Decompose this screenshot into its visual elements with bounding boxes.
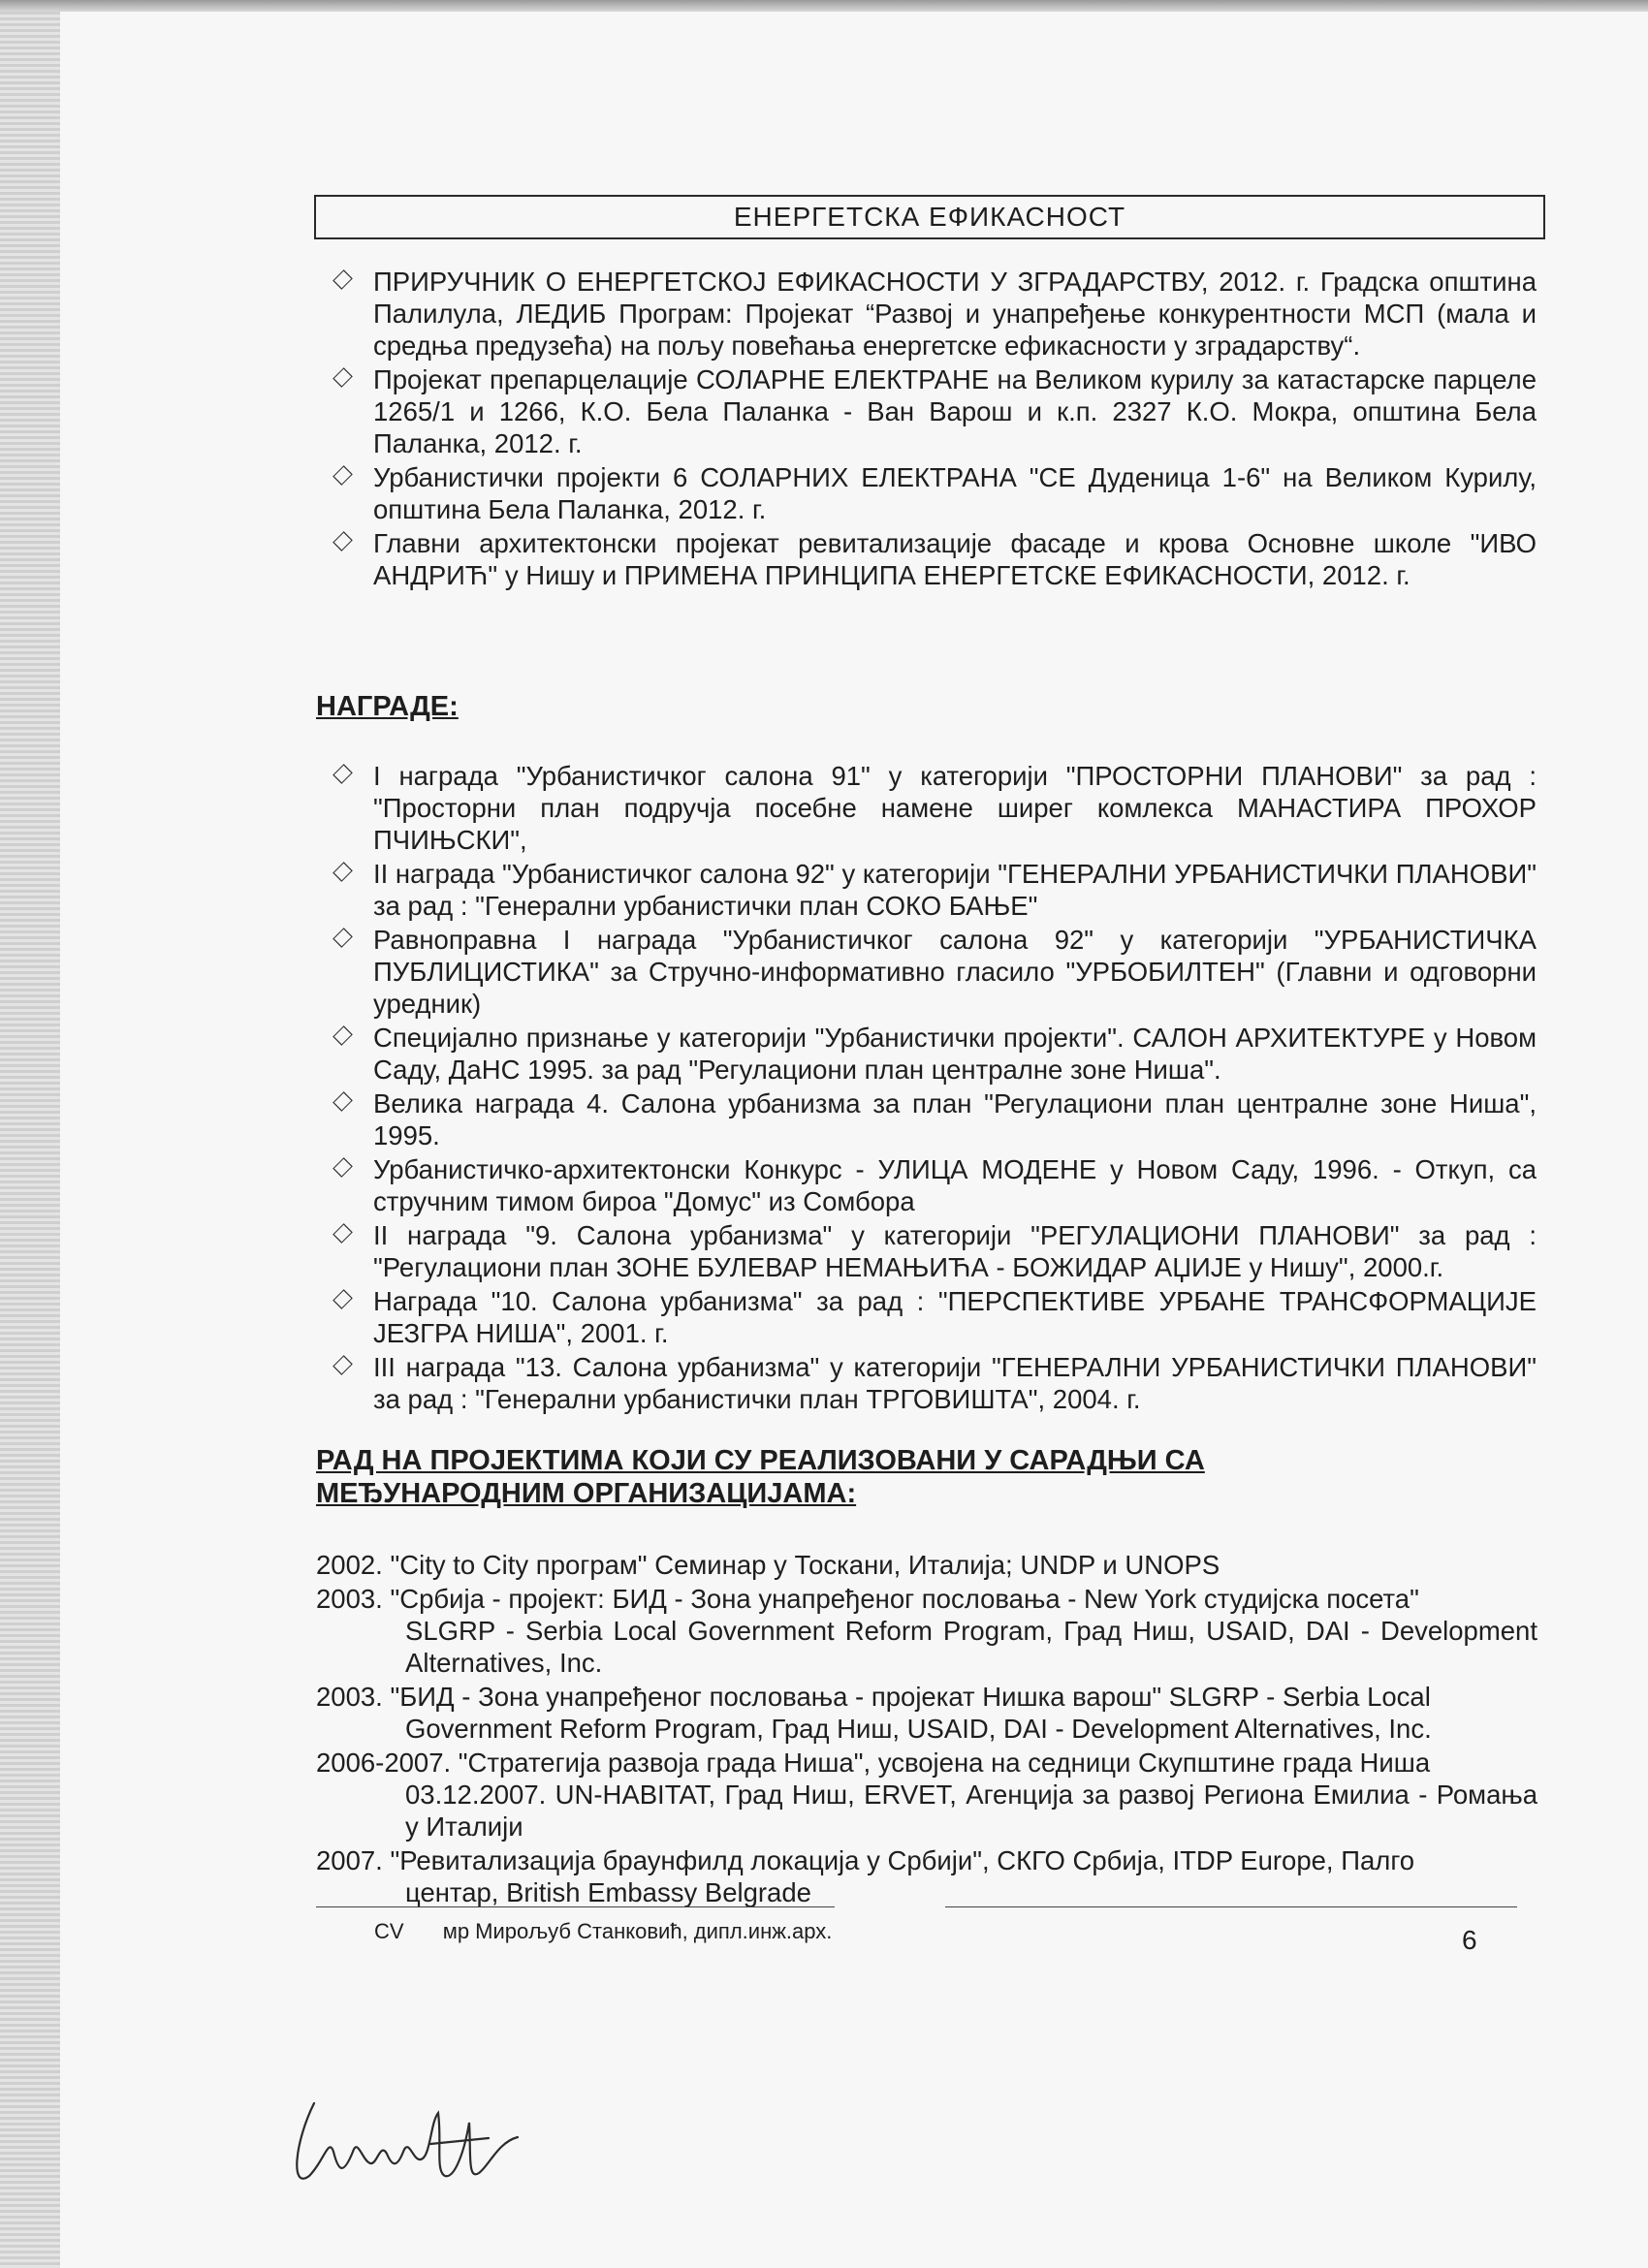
- list-item: [316, 1549, 1537, 1581]
- diamond-bullet-icon: [333, 269, 353, 290]
- awards-list: [334, 760, 1537, 1417]
- project-text-continued: центар, British Embassy Belgrade: [405, 1877, 811, 1907]
- list-item: Велика награда 4. Салона урбанизма за план "Регулациони план централне зоне Ниша", 1995.: [334, 1087, 1537, 1151]
- diamond-bullet-icon: [333, 367, 353, 388]
- intl-projects-heading: [316, 1444, 1205, 1510]
- project-year: 2007.: [316, 1845, 383, 1875]
- footer-cv-label: CV: [374, 1919, 404, 1943]
- diamond-bullet-icon: [333, 1289, 353, 1309]
- list-item: Главни архитектонски пројекат ревитализације фасаде и крова Основне школе "ИВО АНДРИЋ" у Нишу и ПРИМЕНА ПРИНЦИПА ЕНЕРГЕТСКЕ ЕФИКАСНОСТИ, 2012. г.: [334, 527, 1537, 591]
- diamond-bullet-icon: [333, 862, 353, 882]
- intl-heading-line-2: МЕЂУНАРОДНИМ ОРГАНИЗАЦИЈАМА:: [316, 1478, 857, 1509]
- project-text: "City to City програм" Семинар у Тоскани, Италија; UNDP и UNOPS: [390, 1550, 1220, 1580]
- project-text-continued: SLGRP - Serbia Local Government Reform Program, Град Ниш, USAID, DAI - Development Alternatives, Inc.: [405, 1616, 1537, 1678]
- scan-top-edge: [0, 0, 1648, 12]
- energy-list: [334, 266, 1537, 593]
- footer-author: [374, 1919, 832, 1944]
- list-item: Урбанистичко-архитектонски Конкурс - УЛИЦА МОДЕНЕ у Новом Саду, 1996. - Откуп, са стручним тимом бироа "Домус" из Сомбора: [334, 1153, 1537, 1217]
- list-item: [316, 1747, 1537, 1843]
- diamond-bullet-icon: [333, 1157, 353, 1178]
- list-item: I награда "Урбанистичког салона 91" у категорији "ПРОСТОРНИ ПЛАНОВИ" за рад : "Просторни план подручја посебне намене ширег комлекса МАНАСТИРА ПРОХОР ПЧИЊСКИ",: [334, 760, 1537, 856]
- signature-image: [285, 2084, 556, 2200]
- project-year: 2006-2007.: [316, 1748, 452, 1778]
- project-text-continued: Government Reform Program, Град Ниш, USAID, DAI - Development Alternatives, Inc.: [405, 1714, 1432, 1744]
- list-item: [316, 1844, 1537, 1908]
- section-title-energy: ЕНЕРГЕТСКА ЕФИКАСНОСТ: [314, 195, 1545, 239]
- project-text: "БИД - Зона унапређеног пословања - пројекат Нишка варош" SLGRP - Serbia Local: [390, 1682, 1431, 1712]
- diamond-bullet-icon: [333, 531, 353, 551]
- list-item: Урбанистички пројекти 6 СОЛАРНИХ ЕЛЕКТРАНА "СЕ Дуденица 1-6" на Великом Курилу, општина Бела Паланка, 2012. г.: [334, 461, 1537, 525]
- intl-projects-list: [316, 1549, 1537, 1910]
- list-item: Пројекат препарцелације СОЛАРНЕ ЕЛЕКТРАНЕ на Великом курилу за катастарске парцеле 1265/1 и 1266, К.О. Бела Паланка - Ван Варош и к.п. 2327 К.О. Мокра, општина Бела Паланка, 2012. г.: [334, 363, 1537, 459]
- list-item: [316, 1583, 1537, 1679]
- diamond-bullet-icon: [333, 1355, 353, 1375]
- project-year: 2003.: [316, 1682, 383, 1712]
- project-text: "Србија - пројект: БИД - Зона унапређеног пословања - New York студијска посета": [390, 1584, 1419, 1614]
- awards-heading: НАГРАДЕ:: [316, 691, 459, 722]
- list-item: [316, 1681, 1537, 1745]
- list-item: Награда "10. Салона урбанизма" за рад : "ПЕРСПЕКТИВЕ УРБАНЕ ТРАНСФОРМАЦИЈЕ ЈЕЗГРА НИША", 2001. г.: [334, 1285, 1537, 1349]
- diamond-bullet-icon: [333, 1091, 353, 1112]
- project-year: 2002.: [316, 1550, 383, 1580]
- footer-author-name: мр Мирољуб Станковић, дипл.инж.арх.: [442, 1919, 833, 1943]
- footer-rule-right: [945, 1906, 1517, 1907]
- diamond-bullet-icon: [333, 1223, 353, 1244]
- list-item: II награда "9. Салона урбанизма" у категорији "РЕГУЛАЦИОНИ ПЛАНОВИ" за рад : "Регулациони план ЗОНЕ БУЛЕВАР НЕМАЊИЋА - БОЖИДАР АЏИЈЕ у Нишу", 2000.г.: [334, 1219, 1537, 1283]
- list-item: Равноправна I награда "Урбанистичког салона 92" у категорији "УРБАНИСТИЧКА ПУБЛИЦИСТИКА" за Стручно-информативно гласило "УРБОБИЛТЕН" (Главни и одговорни уредник): [334, 924, 1537, 1020]
- diamond-bullet-icon: [333, 1025, 353, 1046]
- project-text-continued: 03.12.2007. UN-HABITAT, Град Ниш, ERVET, Агенција за развој Региона Емилиа - Ромања у Италији: [405, 1780, 1537, 1842]
- footer-rule-left: [316, 1906, 835, 1907]
- diamond-bullet-icon: [333, 928, 353, 948]
- diamond-bullet-icon: [333, 465, 353, 486]
- project-text: "Ревитализација браунфилд локација у Србији", СКГО Србија, ITDP Europe, Палго: [390, 1845, 1415, 1875]
- page-number: 6: [1462, 1925, 1477, 1955]
- list-item: ПРИРУЧНИК О ЕНЕРГЕТСКОЈ ЕФИКАСНОСТИ У ЗГРАДАРСТВУ, 2012. г. Градска општина Палилула, ЛЕДИБ Програм: Пројекат “Развој и унапређење конкурентности МСП (мала и средња предузећа) на пољу повећања енергетске ефикасности у зградарству“.: [334, 266, 1537, 362]
- project-year: 2003.: [316, 1584, 383, 1614]
- scan-edge-strip: [0, 0, 60, 2268]
- list-item: Специјално признање у категорији "Урбанистички пројекти". САЛОН АРХИТЕКТУРЕ у Новом Саду, ДаНС 1995. за рад "Регулациони план централне зоне Ниша".: [334, 1022, 1537, 1086]
- diamond-bullet-icon: [333, 764, 353, 784]
- project-text: "Стратегија развоја града Ниша", усвојена на седници Скупштине града Ниша: [458, 1748, 1431, 1778]
- intl-heading-line-1: РАД НА ПРОЈЕКТИМА КОЈИ СУ РЕАЛИЗОВАНИ У САРАДЊИ СА: [316, 1445, 1205, 1476]
- list-item: III награда "13. Салона урбанизма" у категорији "ГЕНЕРАЛНИ УРБАНИСТИЧКИ ПЛАНОВИ" за рад : "Генерални урбанистички план ТРГОВИШТА", 2004. г.: [334, 1351, 1537, 1415]
- list-item: II награда "Урбанистичког салона 92" у категорији "ГЕНЕРАЛНИ УРБАНИСТИЧКИ ПЛАНОВИ" за рад : "Генерални урбанистички план СОКО БАЊЕ": [334, 858, 1537, 922]
